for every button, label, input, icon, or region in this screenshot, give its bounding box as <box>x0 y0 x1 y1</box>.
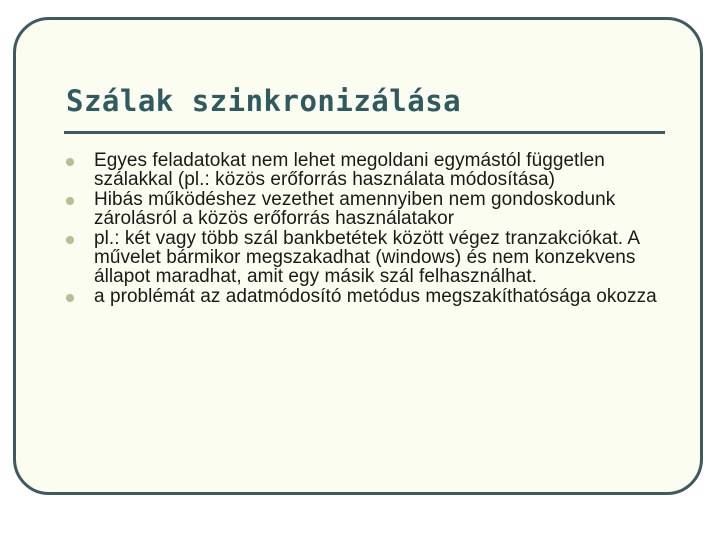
bullet-text: Hibás működéshez vezethet amennyiben nem gondoskodunk zárolásról a közös erőforrás használatakor <box>94 188 616 230</box>
bullet-text: pl.: két vagy több szál bankbetétek között végez tranzakciókat. A művelet bármikor megszakadhat (windows) és nem konzekvens állapot maradhat, amit egy másik szál felhasználhat. <box>94 227 640 288</box>
bullet-text: Egyes feladatokat nem lehet megoldani egymástól független szálakkal (pl.: közös erőforrás használata módosítása) <box>94 150 605 191</box>
bullet-item <box>60 229 670 287</box>
bullet-dot-icon <box>66 197 74 205</box>
bullet-item <box>60 151 670 190</box>
bullet-item <box>60 190 670 229</box>
bullet-text: a problémát az adatmódosító metódus megszakíthatósága okozza <box>94 285 657 307</box>
bullet-dot-icon <box>66 236 74 244</box>
slide-title: Szálak szinkronizálása <box>66 84 462 118</box>
bullet-dot-icon <box>66 158 74 166</box>
bullet-dot-icon <box>66 294 74 302</box>
bullet-list <box>60 151 670 306</box>
title-underline <box>64 131 665 134</box>
bullet-item <box>60 287 670 306</box>
